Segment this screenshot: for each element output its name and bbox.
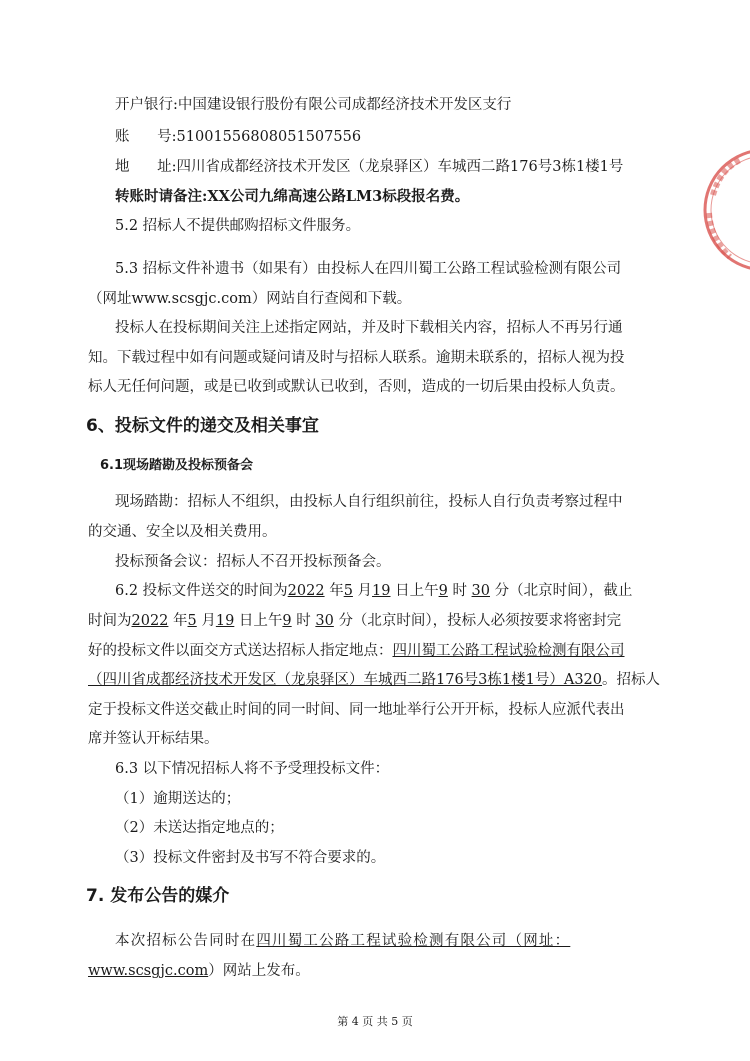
- clause-6-2-line1: [115, 581, 632, 601]
- official-seal-icon: [695, 145, 750, 275]
- page-number: 第 4 页 共 5 页: [337, 1015, 413, 1028]
- delivery-company: 四川蜀工公路工程试验检测有限公司: [392, 643, 625, 659]
- delivery-tail: 。招标人: [602, 672, 660, 688]
- address-label: 地 址:: [115, 159, 177, 175]
- transfer-note-label: 转账时请备注:: [115, 188, 208, 205]
- section-7-title: 7. 发布公告的媒介: [86, 886, 230, 906]
- submit-month: 5: [343, 583, 353, 599]
- clause-6-2-line6: 席并签认开标结果。: [88, 731, 219, 747]
- clause-6-2-line2: [88, 611, 621, 631]
- submit-hour: 9: [438, 583, 448, 599]
- deadline-text: 时间为: [88, 613, 132, 629]
- bank-label: 开户银行:: [115, 97, 178, 113]
- hour-unit: 时: [296, 613, 311, 629]
- clause-6-2-line4: [88, 670, 660, 690]
- notice-line3: 标人无任何问题，或是已收到或默认已收到，否则，造成的一切后果由投标人负责。: [88, 379, 625, 395]
- section-6-title: 6、投标文件的递交及相关事宜: [86, 416, 319, 436]
- clause-6-2-line3: [88, 641, 625, 661]
- bank-name-row: [115, 95, 511, 115]
- am-unit: 日上午: [238, 613, 283, 629]
- clause-5-3-line1: 5.3 招标文件补遗书（如果有）由投标人在四川蜀工公路工程试验检测有限公司: [115, 261, 622, 277]
- transfer-note-row: [115, 187, 469, 207]
- publisher-company: 四川蜀工公路工程试验检测有限公司（网址：: [256, 933, 571, 949]
- year-unit: 年: [173, 613, 188, 629]
- section-7-line2: [88, 961, 310, 981]
- clause-6-2-text: 6.2 投标文件送交的时间为: [115, 583, 288, 599]
- notice-line1: 投标人在投标期间关注上述指定网站，并及时下载相关内容，招标人不再另行通: [115, 320, 623, 336]
- bank-value: 中国建设银行股份有限公司成都经济技术开发区支行: [177, 97, 512, 113]
- month-unit: 月: [201, 613, 216, 629]
- clause-5-2: 5.2 招标人不提供邮购招标文件服务。: [115, 218, 361, 234]
- section-7-tail: ）网站上发布。: [208, 963, 310, 979]
- address-value: 四川省成都经济技术开发区（龙泉驿区）车城西二路176号3栋1楼1号: [176, 159, 624, 175]
- clause-5-3-line2: （网址www.scsgjc.com）网站自行查阅和下载。: [88, 291, 412, 307]
- deadline-day: 19: [215, 613, 235, 629]
- address-row: [115, 157, 623, 177]
- notice-line2: 知。下载过程中如有问题或疑问请及时与招标人联系。逾期未联系的，招标人视为投: [88, 350, 625, 366]
- delivery-text: 好的投标文件以面交方式送达招标人指定地点：: [88, 643, 393, 659]
- account-value: 51001556808051507556: [176, 129, 362, 145]
- deadline-hour: 9: [282, 613, 292, 629]
- hour-unit: 时: [452, 583, 467, 599]
- transfer-note-value: XX公司九绵高速公路LM3标段报名费。: [207, 188, 470, 205]
- site-visit-line1: 现场踏勘：招标人不组织，由投标人自行组织前往，投标人自行负责考察过程中: [115, 494, 623, 510]
- clause-6-2-line5: 定于投标文件送交截止时间的同一时间、同一地址举行公开开标，投标人应派代表出: [88, 702, 625, 718]
- section-7-text: 本次招标公告同时在: [115, 933, 257, 949]
- submit-minute: 30: [471, 583, 490, 599]
- account-row: [115, 127, 361, 147]
- minute-unit: 分（北京时间），投标人必须按要求将密封完: [338, 613, 622, 629]
- site-visit-line2: 的交通、安全以及相关费用。: [88, 524, 277, 540]
- deadline-month: 5: [187, 613, 197, 629]
- year-unit: 年: [329, 583, 344, 599]
- delivery-address: （四川省成都经济技术开发区（龙泉驿区）车城西二路176号3栋1楼1号）A320: [88, 672, 602, 688]
- section-6-1-title: 6.1现场踏勘及投标预备会: [100, 458, 254, 473]
- minute-unit: 分（北京时间），截止: [494, 583, 633, 599]
- submit-day: 19: [372, 583, 391, 599]
- website-url: www.scsgjc.com: [88, 963, 209, 979]
- account-label: 账 号:: [115, 129, 177, 145]
- deadline-minute: 30: [315, 613, 334, 629]
- section-7-line1: [115, 931, 570, 951]
- month-unit: 月: [357, 583, 373, 599]
- pre-bid-meeting: 投标预备会议：招标人不召开投标预备会。: [115, 554, 391, 570]
- list-item: （3）投标文件密封及书写不符合要求的。: [115, 850, 386, 866]
- list-item: （2）未送达指定地点的；: [115, 820, 284, 836]
- am-unit: 日上午: [395, 583, 439, 599]
- clause-6-3: 6.3 以下情况招标人将不予受理投标文件：: [115, 761, 390, 777]
- list-item: （1）逾期送达的；: [115, 791, 241, 807]
- deadline-year: 2022: [131, 613, 169, 629]
- submit-year: 2022: [287, 583, 325, 599]
